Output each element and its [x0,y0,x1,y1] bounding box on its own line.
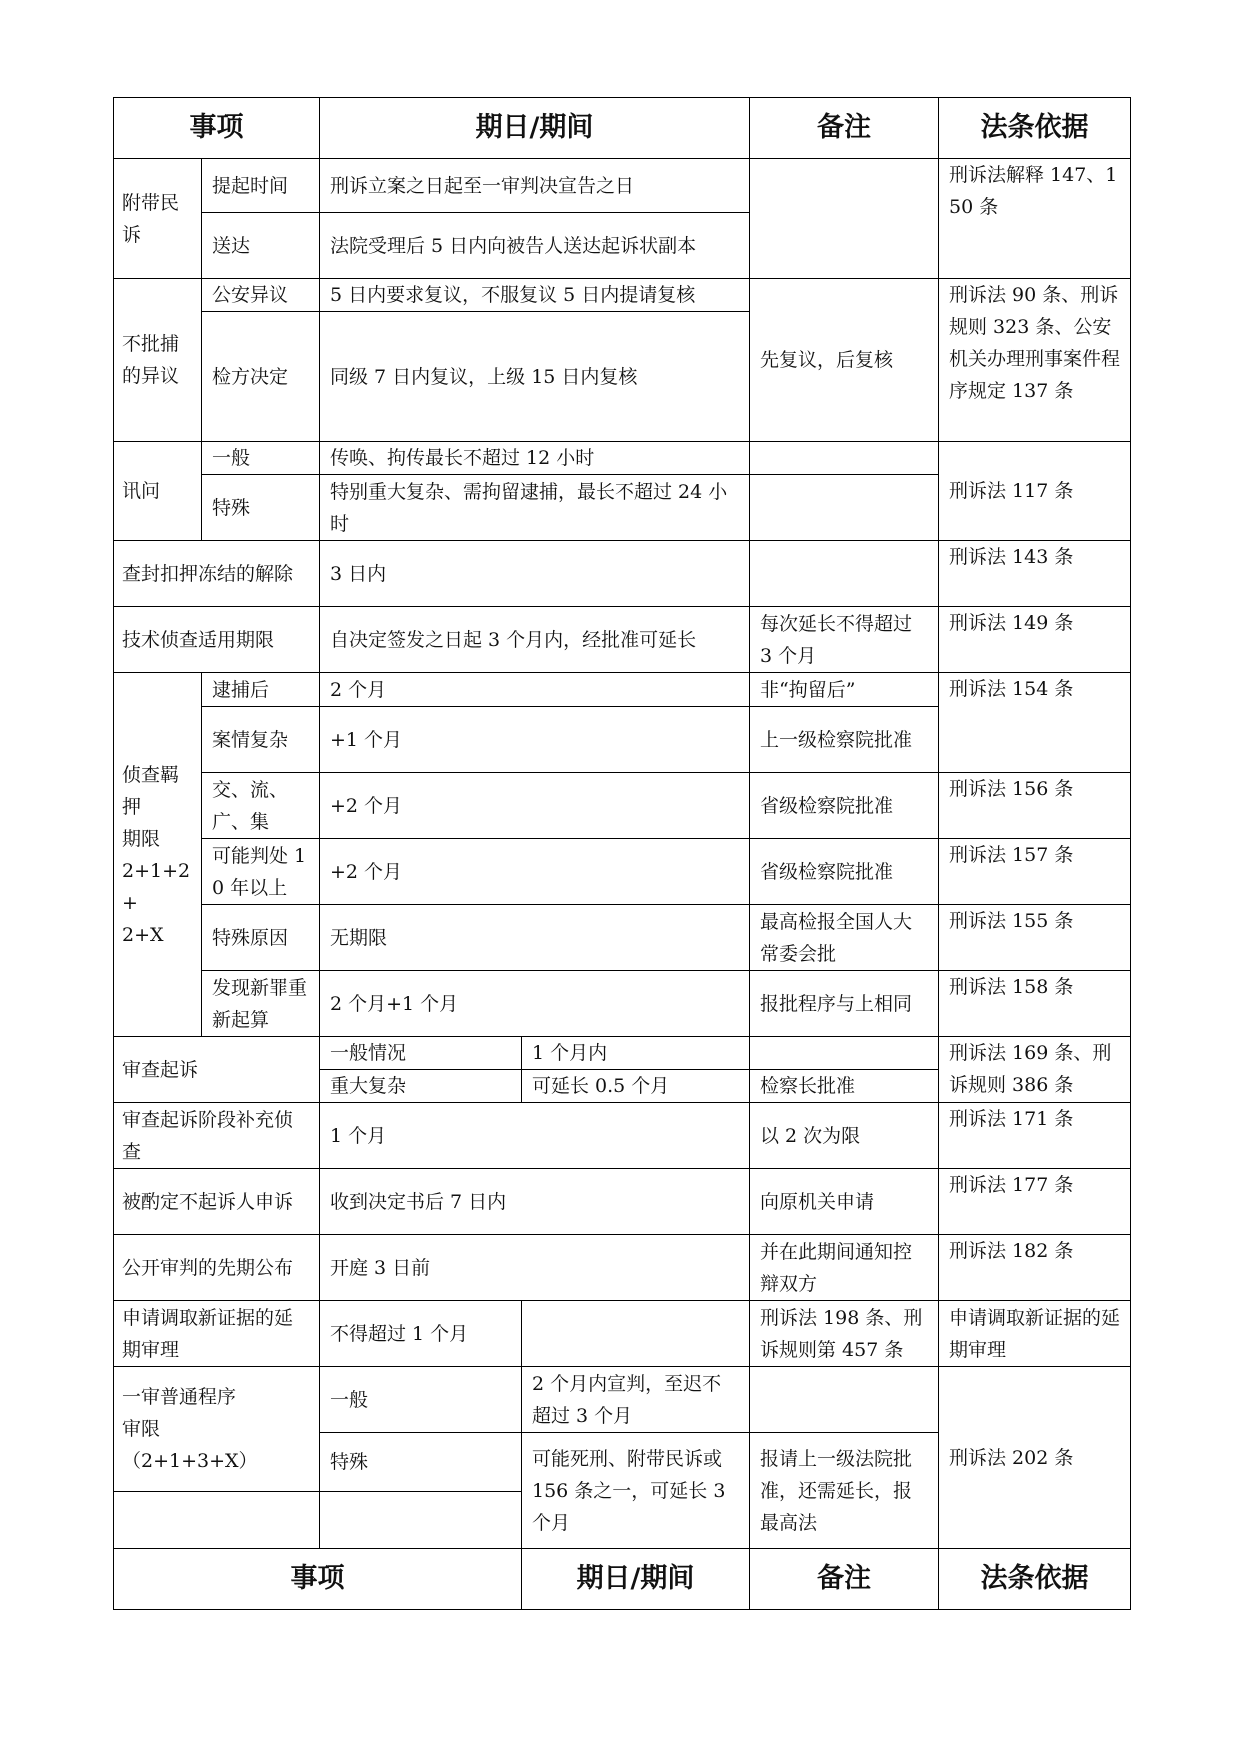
row-label: 讯问 [114,442,202,541]
note-cell [750,1367,939,1433]
footer-period: 期日/期间 [522,1549,750,1610]
note-cell [750,159,939,279]
empty-cell [522,1301,750,1367]
row-label-line: 期限 [122,827,161,850]
basis-cell: 刑诉法 154 条 [939,673,1131,773]
note-cell: 最高检报全国人大常委会批 [750,905,939,971]
sub-label: 交、流、广、集 [202,773,320,839]
period-cell: +2 个月 [320,773,750,839]
row-label: 审查起诉 [114,1037,320,1103]
footer-item: 事项 [114,1549,522,1610]
note-cell: 每次延长不得超过 3 个月 [750,607,939,673]
sub-label: 公安异议 [202,279,320,312]
basis-cell: 刑诉法 149 条 [939,607,1131,673]
table-footer-row [114,1549,1131,1610]
note-cell: 以 2 次为限 [750,1103,939,1169]
row-label-line: 押 [122,795,142,818]
sub-label: 重大复杂 [320,1070,522,1103]
deadline-table [113,97,1131,1610]
table-row [114,971,1131,1037]
sub-label: 逮捕后 [202,673,320,707]
period-cell: +2 个月 [320,839,750,905]
note-cell [750,475,939,541]
sub-label: 提起时间 [202,159,320,213]
row-label: 不批捕的异议 [114,279,202,442]
period-cell: 法院受理后 5 日内向被告人送达起诉状副本 [320,213,750,279]
table-row [114,1301,1131,1367]
table-row [114,839,1131,905]
sub-label: 特殊原因 [202,905,320,971]
row-label [114,1367,320,1492]
table-row [114,159,1131,213]
row-label: 公开审判的先期公布 [114,1235,320,1301]
table-row [114,607,1131,673]
sub-label: 送达 [202,213,320,279]
note-cell: 先复议，后复核 [750,279,939,442]
row-label-line: 一审普通程序 [122,1386,237,1408]
period-cell: 刑诉立案之日起至一审判决宣告之日 [320,159,750,213]
period-cell: 可延长 0.5 个月 [522,1070,750,1103]
period-cell: 2 个月内宣判，至迟不超过 3 个月 [522,1367,750,1433]
note-cell [750,1037,939,1070]
note-cell: 报请上一级法院批准，还需延长，报最高法 [750,1433,939,1549]
basis-cell: 刑诉法 155 条 [939,905,1131,971]
table-row [114,1037,1131,1070]
period-cell: 3 日内 [320,541,750,607]
sub-label: 特殊 [320,1433,522,1492]
note-cell: 并在此期间通知控辩双方 [750,1235,939,1301]
note-cell: 非“拘留后” [750,673,939,707]
header-basis: 法条依据 [939,98,1131,159]
basis-cell: 刑诉法 182 条 [939,1235,1131,1301]
note-cell: 报批程序与上相同 [750,971,939,1037]
empty-cell [114,1492,320,1549]
row-label: 被酌定不起诉人申诉 [114,1169,320,1235]
basis-cell: 刑诉法 158 条 [939,971,1131,1037]
footer-note: 备注 [750,1549,939,1610]
note-cell: 向原机关申请 [750,1169,939,1235]
row-label-line: 2+X [122,923,164,946]
basis-cell: 刑诉法解释 147、150 条 [939,159,1131,279]
sub-label: 一般 [202,442,320,475]
note-cell: 检察长批准 [750,1070,939,1103]
period-cell: 2 个月 [320,673,750,707]
basis-cell: 刑诉法 90 条、刑诉规则 323 条、公安机关办理刑事案件程序规定 137 条 [939,279,1131,442]
period-cell: 不得超过 1 个月 [320,1301,522,1367]
table-row [114,279,1131,312]
header-note: 备注 [750,98,939,159]
sub-label: 案情复杂 [202,707,320,773]
header-period: 期日/期间 [320,98,750,159]
table-row [114,1103,1131,1169]
row-label: 查封扣押冻结的解除 [114,541,320,607]
table-row [114,773,1131,839]
row-label [114,673,202,1037]
row-label-line: （2+1+3+X） [122,1450,258,1472]
period-cell: 1 个月内 [522,1037,750,1070]
period-cell: 特别重大复杂、需拘留逮捕，最长不超过 24 小时 [320,475,750,541]
period-cell: +1 个月 [320,707,750,773]
note-cell: 省级检察院批准 [750,839,939,905]
note-cell [750,541,939,607]
note-cell: 刑诉法 198 条、刑诉规则第 457 条 [750,1301,939,1367]
table-header-row [114,98,1131,159]
basis-cell: 刑诉法 177 条 [939,1169,1131,1235]
basis-cell: 刑诉法 171 条 [939,1103,1131,1169]
basis-cell: 刑诉法 202 条 [939,1367,1131,1549]
table-row [114,1169,1131,1235]
header-item: 事项 [114,98,320,159]
table-row [114,442,1131,475]
basis-cell: 刑诉法 117 条 [939,442,1131,541]
period-cell: 传唤、拘传最长不超过 12 小时 [320,442,750,475]
row-label: 申请调取新证据的延期审理 [114,1301,320,1367]
row-label: 审查起诉阶段补充侦查 [114,1103,320,1169]
table-row [114,1235,1131,1301]
period-cell: 自决定签发之日起 3 个月内，经批准可延长 [320,607,750,673]
period-cell: 收到决定书后 7 日内 [320,1169,750,1235]
row-label-line: 侦查羁 [122,763,180,786]
period-cell: 无期限 [320,905,750,971]
row-label: 技术侦查适用期限 [114,607,320,673]
period-cell: 2 个月+1 个月 [320,971,750,1037]
empty-cell [320,1492,522,1549]
sub-label: 检方决定 [202,312,320,442]
footer-basis: 法条依据 [939,1549,1131,1610]
table-row [114,1367,1131,1433]
basis-cell: 刑诉法 157 条 [939,839,1131,905]
period-cell: 开庭 3 日前 [320,1235,750,1301]
table-row [114,673,1131,707]
sub-label: 可能判处 10 年以上 [202,839,320,905]
table-row [114,905,1131,971]
note-cell: 上一级检察院批准 [750,707,939,773]
basis-cell: 刑诉法 156 条 [939,773,1131,839]
sub-label: 一般 [320,1367,522,1433]
note-cell [750,442,939,475]
basis-cell: 刑诉法 169 条、刑诉规则 386 条 [939,1037,1131,1103]
row-label-line: 2+1+2+ [122,859,191,914]
note-cell: 省级检察院批准 [750,773,939,839]
sub-label: 一般情况 [320,1037,522,1070]
sub-label: 发现新罪重新起算 [202,971,320,1037]
period-cell: 1 个月 [320,1103,750,1169]
period-cell: 同级 7 日内复议，上级 15 日内复核 [320,312,750,442]
row-label-line: 审限 [122,1418,161,1440]
period-cell: 5 日内要求复议，不服复议 5 日内提请复核 [320,279,750,312]
table-row [114,541,1131,607]
basis-cell: 刑诉法 143 条 [939,541,1131,607]
row-label: 附带民诉 [114,159,202,279]
sub-label: 特殊 [202,475,320,541]
period-cell: 可能死刑、附带民诉或 156 条之一，可延长 3 个月 [522,1433,750,1549]
law-deadline-table-page [113,97,1130,1610]
basis-cell: 申请调取新证据的延期审理 [939,1301,1131,1367]
